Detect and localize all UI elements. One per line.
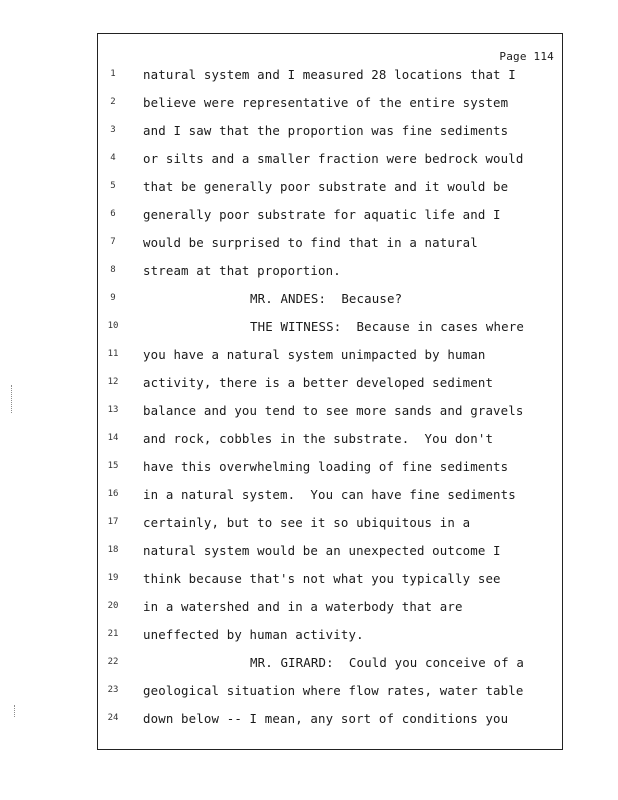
line-text: in a watershed and in a waterbody that are bbox=[143, 599, 463, 614]
transcript-line bbox=[0, 649, 618, 677]
transcript-line bbox=[0, 481, 618, 509]
line-text: think because that's not what you typically see bbox=[143, 571, 501, 586]
transcript-line bbox=[0, 89, 618, 117]
line-text: uneffected by human activity. bbox=[143, 627, 364, 642]
line-number: 6 bbox=[110, 209, 116, 219]
transcript-line bbox=[0, 341, 618, 369]
line-number: 22 bbox=[107, 657, 119, 667]
line-text: you have a natural system unimpacted by human bbox=[143, 347, 486, 362]
line-number: 21 bbox=[107, 629, 119, 639]
line-text: or silts and a smaller fraction were bedrock would bbox=[143, 151, 524, 166]
line-number: 7 bbox=[110, 237, 116, 247]
transcript-line bbox=[0, 369, 618, 397]
line-number: 18 bbox=[107, 545, 119, 555]
line-number: 10 bbox=[107, 321, 119, 331]
line-number: 16 bbox=[107, 489, 119, 499]
transcript-line bbox=[0, 677, 618, 705]
line-number: 11 bbox=[107, 349, 119, 359]
line-text: balance and you tend to see more sands and gravels bbox=[143, 403, 524, 418]
line-number: 5 bbox=[110, 181, 116, 191]
line-text: in a natural system. You can have fine sediments bbox=[143, 487, 516, 502]
line-number: 1 bbox=[110, 69, 116, 79]
transcript-line bbox=[0, 453, 618, 481]
transcript-line bbox=[0, 313, 618, 341]
transcript-line bbox=[0, 229, 618, 257]
speaker-line-text: MR. ANDES: Because? bbox=[250, 291, 403, 306]
transcript-line bbox=[0, 173, 618, 201]
transcript-line bbox=[0, 537, 618, 565]
transcript-line bbox=[0, 565, 618, 593]
line-text: generally poor substrate for aquatic life and I bbox=[143, 207, 501, 222]
line-number: 13 bbox=[107, 405, 119, 415]
transcript-line bbox=[0, 705, 618, 733]
transcript-line bbox=[0, 257, 618, 285]
transcript-line bbox=[0, 621, 618, 649]
line-number: 15 bbox=[107, 461, 119, 471]
line-text: down below -- I mean, any sort of conditions you bbox=[143, 711, 509, 726]
line-text: would be surprised to find that in a natural bbox=[143, 235, 478, 250]
line-number: 8 bbox=[110, 265, 116, 275]
transcript-line bbox=[0, 593, 618, 621]
line-text: certainly, but to see it so ubiquitous in a bbox=[143, 515, 471, 530]
line-text: stream at that proportion. bbox=[143, 263, 341, 278]
transcript-line bbox=[0, 61, 618, 89]
line-text: geological situation where flow rates, water table bbox=[143, 683, 524, 698]
transcript-line bbox=[0, 397, 618, 425]
transcript-line bbox=[0, 425, 618, 453]
line-text: and I saw that the proportion was fine sediments bbox=[143, 123, 509, 138]
line-text: natural system and I measured 28 locations that I bbox=[143, 67, 516, 82]
line-number: 3 bbox=[110, 125, 116, 135]
line-number: 12 bbox=[107, 377, 119, 387]
speaker-line-text: MR. GIRARD: Could you conceive of a bbox=[250, 655, 524, 670]
line-number: 23 bbox=[107, 685, 119, 695]
line-text: and rock, cobbles in the substrate. You don't bbox=[143, 431, 494, 446]
line-text: have this overwhelming loading of fine sediments bbox=[143, 459, 509, 474]
transcript-line bbox=[0, 117, 618, 145]
speaker-line-text: THE WITNESS: Because in cases where bbox=[250, 319, 524, 334]
line-text: believe were representative of the entire system bbox=[143, 95, 509, 110]
page-number: Page 114 bbox=[499, 50, 554, 63]
line-number: 20 bbox=[107, 601, 119, 611]
transcript-line bbox=[0, 201, 618, 229]
line-number: 4 bbox=[110, 153, 116, 163]
line-number: 9 bbox=[110, 293, 116, 303]
line-number: 24 bbox=[107, 713, 119, 723]
line-number: 17 bbox=[107, 517, 119, 527]
transcript-line bbox=[0, 145, 618, 173]
line-number: 19 bbox=[107, 573, 119, 583]
line-text: activity, there is a better developed sediment bbox=[143, 375, 494, 390]
line-text: natural system would be an unexpected outcome I bbox=[143, 543, 501, 558]
line-number: 2 bbox=[110, 97, 116, 107]
line-text: that be generally poor substrate and it would be bbox=[143, 179, 509, 194]
line-number: 14 bbox=[107, 433, 119, 443]
transcript-line bbox=[0, 285, 618, 313]
transcript-line bbox=[0, 509, 618, 537]
